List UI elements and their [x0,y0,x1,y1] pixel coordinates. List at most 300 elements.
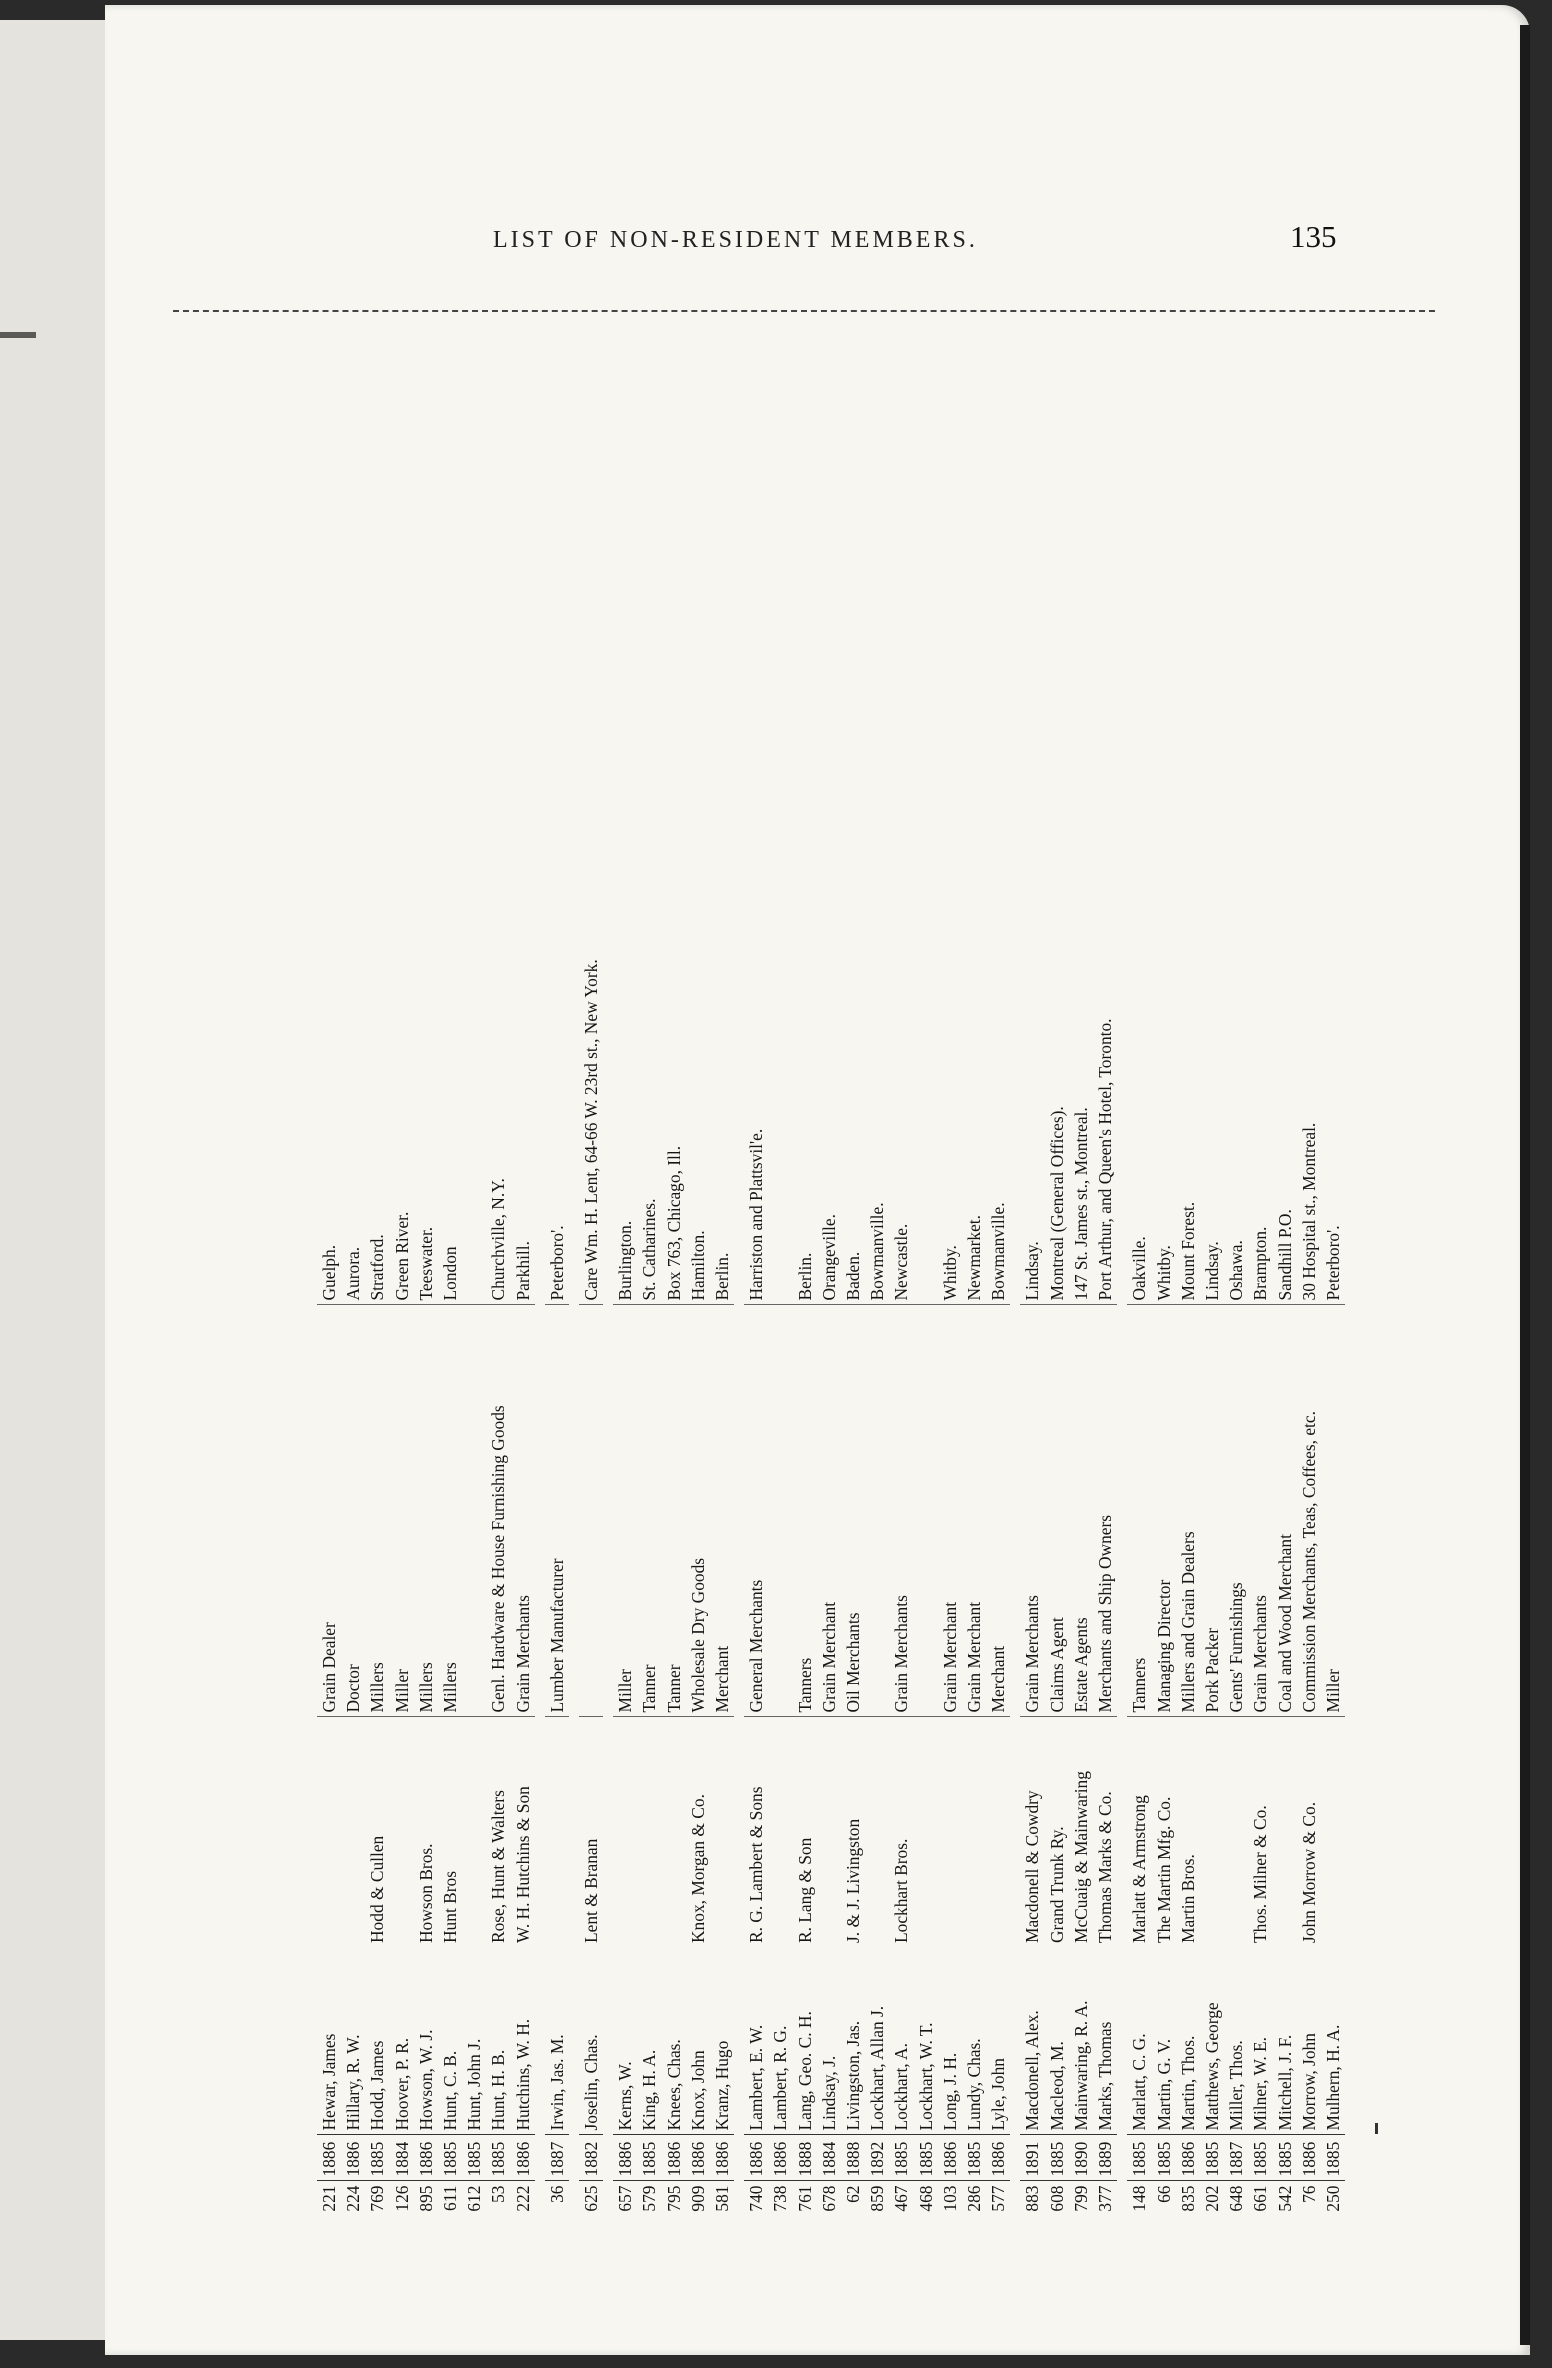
member-name: Lambert, R. G. [768,1947,792,2135]
member-firm: Lockhart Bros. [891,1838,912,1943]
table-row [662,433,686,2233]
member-name: Lundy, Chas. [962,1947,986,2135]
table-row [462,433,486,2233]
table-row [1093,433,1117,2233]
member-year: 1882 [579,2135,603,2181]
member-firm [462,1717,486,1947]
member-firm [1200,1717,1224,1947]
member-occupation: Grain Merchant [817,1305,841,1717]
member-year: 1885 [914,2135,938,2181]
table-row [1321,433,1345,2233]
member-address: Aurora. [341,433,365,1305]
member-name: Hodd, James [365,1947,389,2135]
member-occupation: Oil Merchants [841,1305,865,1717]
table-row [438,433,462,2233]
member-address: Guelph. [317,433,341,1305]
member-name: Mulhern, H. A. [1321,1947,1345,2135]
table-row [1200,433,1224,2233]
member-name: Long, J. H. [938,1947,962,2135]
member-address: Newmarket. [962,433,986,1305]
member-name: Joselin, Chas. [579,1947,603,2135]
member-occupation: Grain Dealer [317,1305,341,1717]
table-row [1273,433,1297,2233]
section-gap [1010,433,1020,2233]
member-year: 1892 [865,2135,889,2181]
member-number: 250 [1322,2185,1343,2212]
member-firm: McCuaig & Mainwaring [1070,1771,1091,1943]
member-address: Burlington. [613,433,637,1305]
members-table [317,433,1345,2233]
table-row [1297,433,1321,2233]
member-occupation: Tanner [637,1305,661,1717]
member-year: 1886 [938,2135,962,2181]
member-number: 377 [1095,2185,1116,2212]
member-name: Lindsay, J. [817,1947,841,2135]
member-occupation: Doctor [341,1305,365,1717]
member-address: Baden. [841,433,865,1305]
member-firm [1273,1717,1297,1947]
member-firm [865,1717,889,1947]
member-year: 1885 [1152,2135,1176,2181]
member-year: 1885 [637,2135,661,2181]
member-number: 221 [319,2185,339,2212]
member-occupation: Grain Merchants [1020,1305,1044,1717]
member-number: 661 [1250,2185,1271,2212]
member-address: 147 St. James st., Montreal. [1069,433,1093,1305]
facing-page-mark [0,332,36,338]
member-firm: J. & J. Livingston [843,1818,864,1943]
member-number: 224 [343,2185,364,2212]
member-address: Orangeville. [817,433,841,1305]
member-year: 1885 [1321,2135,1345,2181]
table-row [914,433,938,2233]
page-number: 135 [1290,219,1337,254]
member-year: 1885 [1273,2135,1297,2181]
table-row [1152,433,1176,2233]
member-name: Livingston, Jas. [841,1947,865,2135]
member-occupation: Miller [390,1305,414,1717]
member-firm [341,1717,365,1947]
member-firm: R. Lang & Son [794,1837,815,1943]
member-name: Hunt, C. B. [438,1947,462,2135]
member-firm: Lent & Branan [581,1838,602,1943]
member-year: 1885 [486,2135,510,2181]
table-row [341,433,365,2233]
member-year: 1885 [962,2135,986,2181]
member-number: 740 [746,2185,767,2212]
member-address: Brampton. [1248,433,1272,1305]
table-row [486,433,510,2233]
table-row [768,433,792,2233]
table-row [414,433,438,2233]
members-table-body [317,433,1345,2233]
member-year: 1885 [1200,2135,1224,2181]
member-address: Montreal (General Offices). [1045,433,1069,1305]
member-address: Oshawa. [1224,433,1248,1305]
member-occupation [462,1305,486,1717]
stray-ink-mark [1375,2123,1378,2134]
section-gap [734,433,744,2233]
member-name: Lambert, E. W. [744,1947,768,2135]
member-number: 883 [1022,2185,1043,2212]
member-name: Marlatt, C. G. [1127,1947,1151,2135]
member-occupation: Pork Packer [1200,1305,1224,1717]
member-number: 222 [512,2185,533,2212]
member-name: Martin, G. V. [1152,1947,1176,2135]
member-occupation: Coal and Wood Merchant [1273,1305,1297,1717]
member-address: Newcastle. [889,433,913,1305]
table-row [317,433,341,2233]
member-address: Care Wm. H. Lent, 64-66 W. 23rd st., New York. [579,433,603,1305]
member-year: 1885 [1045,2135,1069,2181]
table-row [841,433,865,2233]
member-name: Knox, John [686,1947,710,2135]
member-address: Teeswater. [414,433,438,1305]
member-number: 909 [687,2185,708,2212]
member-number: 36 [546,2185,567,2203]
table-row [613,433,637,2233]
member-address: Box 763, Chicago, Ill. [662,433,686,1305]
section-gap-cell [603,433,613,2233]
member-number: 895 [415,2185,436,2212]
member-firm [390,1717,414,1947]
member-name: Hutchins, W. H. [511,1947,535,2135]
member-number: 126 [391,2185,412,2212]
member-year: 1886 [768,2135,792,2181]
member-name: Macdonell, Alex. [1020,1947,1044,2135]
member-address: London [438,433,462,1305]
member-number: 66 [1153,2185,1174,2203]
table-row [793,433,817,2233]
member-year: 1886 [317,2135,341,2181]
member-year: 1886 [662,2135,686,2181]
member-firm: W. H. Hutchins & Son [512,1786,533,1943]
member-year: 1886 [1176,2135,1200,2181]
member-address: Sandhill P.O. [1273,433,1297,1305]
member-occupation: Merchants and Ship Owners [1093,1305,1117,1717]
member-name: Hunt, H. B. [486,1947,510,2135]
member-address [462,433,486,1305]
section-gap [535,433,545,2233]
member-address: Lindsay. [1200,433,1224,1305]
member-number: 738 [770,2185,791,2212]
member-occupation: Claims Agent [1045,1305,1069,1717]
member-firm: R. G. Lambert & Sons [746,1786,767,1943]
member-occupation: Millers [438,1305,462,1717]
member-number: 577 [988,2185,1009,2212]
member-occupation: Millers [414,1305,438,1717]
member-firm: The Martin Mfg. Co. [1153,1796,1174,1943]
table-row [1248,433,1272,2233]
member-firm [613,1717,637,1947]
table-row [986,433,1010,2233]
member-address: Peterboro'. [545,433,569,1305]
member-occupation: Millers [365,1305,389,1717]
table-row [710,433,734,2233]
member-name: Hoover, P. R. [390,1947,414,2135]
member-name: Lockhart, A. [889,1947,913,2135]
member-occupation: Tanners [1127,1305,1151,1717]
member-occupation: Grain Merchants [1248,1305,1272,1717]
member-firm [768,1717,792,1947]
member-firm: John Morrow & Co. [1298,1801,1319,1943]
member-year: 1885 [889,2135,913,2181]
member-number: 795 [663,2185,684,2212]
member-number: 53 [488,2185,509,2203]
member-number: 286 [964,2185,985,2212]
member-firm [914,1717,938,1947]
member-firm [710,1717,734,1947]
table-row [545,433,569,2233]
member-year: 1885 [365,2135,389,2181]
member-year: 1886 [744,2135,768,2181]
member-address [768,433,792,1305]
member-name: Hunt, John J. [462,1947,486,2135]
member-firm [817,1717,841,1947]
member-occupation: Grain Merchant [962,1305,986,1717]
member-occupation: Miller [613,1305,637,1717]
member-listing [317,433,1345,2233]
member-firm: Rose, Hunt & Walters [488,1790,509,1943]
member-name: Lockhart, W. T. [914,1947,938,2135]
member-firm: Hunt Bros [440,1871,461,1943]
member-name: Marks, Thomas [1093,1947,1117,2135]
member-number: 625 [581,2185,602,2212]
member-year: 1889 [1093,2135,1117,2181]
member-firm: Hodd & Cullen [367,1835,388,1943]
table-row [1020,433,1044,2233]
member-occupation: Wholesale Dry Goods [686,1305,710,1717]
member-name: Kranz, Hugo [710,1947,734,2135]
member-firm [986,1717,1010,1947]
member-number: 202 [1201,2185,1222,2212]
member-occupation [579,1305,603,1717]
member-name: Macleod, M. [1045,1947,1069,2135]
member-address: Green River. [390,433,414,1305]
member-name: Mainwaring, R. A. [1069,1947,1093,2135]
member-occupation: Merchant [710,1305,734,1717]
member-address: Stratford. [365,433,389,1305]
member-address: Lindsay. [1020,433,1044,1305]
member-occupation: Merchant [986,1305,1010,1717]
member-name: Hillary, R. W. [341,1947,365,2135]
member-name: Kerns, W. [613,1947,637,2135]
table-row [865,433,889,2233]
member-address: Berlin. [710,433,734,1305]
table-row [637,433,661,2233]
member-firm: Marlatt & Armstrong [1129,1795,1150,1943]
member-number: 468 [915,2185,936,2212]
member-address: Harriston and Plattsvil'e. [744,433,768,1305]
member-occupation: Tanner [662,1305,686,1717]
table-row [579,433,603,2233]
member-number: 835 [1177,2185,1198,2212]
member-address: Churchville, N.Y. [486,433,510,1305]
member-name: Lyle, John [986,1947,1010,2135]
member-name: Miller, Thos. [1224,1947,1248,2135]
member-year: 1890 [1069,2135,1093,2181]
member-year: 1886 [986,2135,1010,2181]
member-year: 1886 [414,2135,438,2181]
document-page [105,5,1530,2355]
table-row [511,433,535,2233]
member-occupation: Grain Merchant [938,1305,962,1717]
section-gap-cell [569,433,579,2233]
member-year: 1887 [1224,2135,1248,2181]
member-year: 1886 [613,2135,637,2181]
member-occupation: Grain Merchants [511,1305,535,1717]
table-row [817,433,841,2233]
member-year: 1885 [438,2135,462,2181]
member-number: 657 [615,2185,636,2212]
member-year: 1884 [390,2135,414,2181]
member-year: 1886 [341,2135,365,2181]
member-occupation [914,1305,938,1717]
member-occupation: Miller [1321,1305,1345,1717]
table-row [390,433,414,2233]
member-name: Irwin, Jas. M. [545,1947,569,2135]
member-occupation: Grain Merchants [889,1305,913,1717]
member-name: Milner, W. E. [1248,1947,1272,2135]
member-occupation: Millers and Grain Dealers [1176,1305,1200,1717]
member-number: 608 [1046,2185,1067,2212]
member-firm: Thos. Milner & Co. [1250,1805,1271,1943]
page-title: LIST OF NON-RESIDENT MEMBERS. [493,227,978,253]
member-number: 799 [1070,2185,1091,2212]
member-address: Bowmanville. [865,433,889,1305]
member-address: St. Catharines. [637,433,661,1305]
member-address: Whitby. [938,433,962,1305]
table-row [889,433,913,2233]
table-row [1224,433,1248,2233]
member-address: Bowmanville. [986,433,1010,1305]
member-firm: Knox, Morgan & Co. [687,1794,708,1943]
member-address: Mount Forest. [1176,433,1200,1305]
member-number: 612 [464,2185,485,2212]
member-firm [662,1717,686,1947]
member-name: Knees, Chas. [662,1947,686,2135]
member-year: 1888 [841,2135,865,2181]
member-occupation [768,1305,792,1717]
table-row [365,433,389,2233]
member-year: 1884 [817,2135,841,2181]
header-rule [173,310,1435,312]
member-number: 148 [1129,2185,1150,2212]
member-number: 103 [939,2185,960,2212]
page-edge-shadow [1520,25,1530,2345]
member-year: 1886 [511,2135,535,2181]
section-gap [603,433,613,2233]
table-row [1176,433,1200,2233]
member-year: 1888 [793,2135,817,2181]
member-occupation: Lumber Manufacturer [545,1305,569,1717]
facing-page-edge [0,20,107,2340]
member-occupation: Gents' Furnishings [1224,1305,1248,1717]
member-address: Port Arthur, and Queen's Hotel, Toronto. [1093,433,1117,1305]
member-name: Morrow, John [1297,1947,1321,2135]
member-firm [545,1717,569,1947]
section-gap-cell [1117,433,1127,2233]
member-number: 579 [639,2185,660,2212]
member-address: 30 Hospital st., Montreal. [1297,433,1321,1305]
member-year: 1885 [462,2135,486,2181]
table-row [938,433,962,2233]
table-row [686,433,710,2233]
member-year: 1885 [1248,2135,1272,2181]
member-firm: Macdonell & Cowdry [1022,1790,1043,1943]
member-firm [962,1717,986,1947]
member-address: Peterboro'. [1321,433,1345,1305]
section-gap [1117,433,1127,2233]
member-firm: Martin Bros. [1177,1854,1198,1943]
member-address: Berlin. [793,433,817,1305]
section-gap-cell [734,433,744,2233]
table-row [1045,433,1069,2233]
member-number: 581 [712,2185,733,2212]
member-number: 859 [867,2185,888,2212]
member-year: 1887 [545,2135,569,2181]
member-name: Mitchell, J. F. [1273,1947,1297,2135]
member-occupation: Genl. Hardware & House Furnishing Goods [486,1305,510,1717]
member-occupation: Managing Director [1152,1305,1176,1717]
member-year: 1885 [1127,2135,1151,2181]
member-number: 62 [843,2185,864,2203]
member-firm [938,1717,962,1947]
member-number: 611 [440,2185,461,2211]
member-address: Hamilton. [686,433,710,1305]
member-number: 542 [1274,2185,1295,2212]
table-row [744,433,768,2233]
member-address: Oakville. [1127,433,1151,1305]
member-occupation: General Merchants [744,1305,768,1717]
table-row [1069,433,1093,2233]
member-firm [317,1717,341,1947]
member-name: Matthews, George [1200,1947,1224,2135]
member-year: 1891 [1020,2135,1044,2181]
member-name: Lang, Geo. C. H. [793,1947,817,2135]
member-number: 467 [891,2185,912,2212]
member-name: Hewar, James [317,1947,341,2135]
section-gap [569,433,579,2233]
member-occupation: Commission Merchants, Teas, Coffees, etc. [1297,1305,1321,1717]
member-firm [1321,1717,1345,1947]
member-name: King, H. A. [637,1947,661,2135]
member-number: 648 [1226,2185,1247,2212]
member-occupation [865,1305,889,1717]
table-row [1127,433,1151,2233]
member-firm [1224,1717,1248,1947]
member-firm: Thomas Marks & Co. [1095,1791,1116,1943]
member-number: 769 [367,2185,388,2212]
member-address: Parkhill. [511,433,535,1305]
member-number: 76 [1298,2185,1319,2203]
section-gap-cell [1010,433,1020,2233]
table-row [962,433,986,2233]
member-name: Lockhart, Allan J. [865,1947,889,2135]
member-year: 1886 [686,2135,710,2181]
member-name: Howson, W. J. [414,1947,438,2135]
member-occupation: Tanners [793,1305,817,1717]
member-year: 1886 [1297,2135,1321,2181]
member-firm [637,1717,661,1947]
section-gap-cell [535,433,545,2233]
member-name: Martin, Thos. [1176,1947,1200,2135]
member-firm: Howson Bros. [415,1843,436,1943]
member-number: 761 [794,2185,815,2212]
member-address: Whitby. [1152,433,1176,1305]
member-firm: Grand Trunk Ry. [1046,1826,1067,1943]
member-address [914,433,938,1305]
